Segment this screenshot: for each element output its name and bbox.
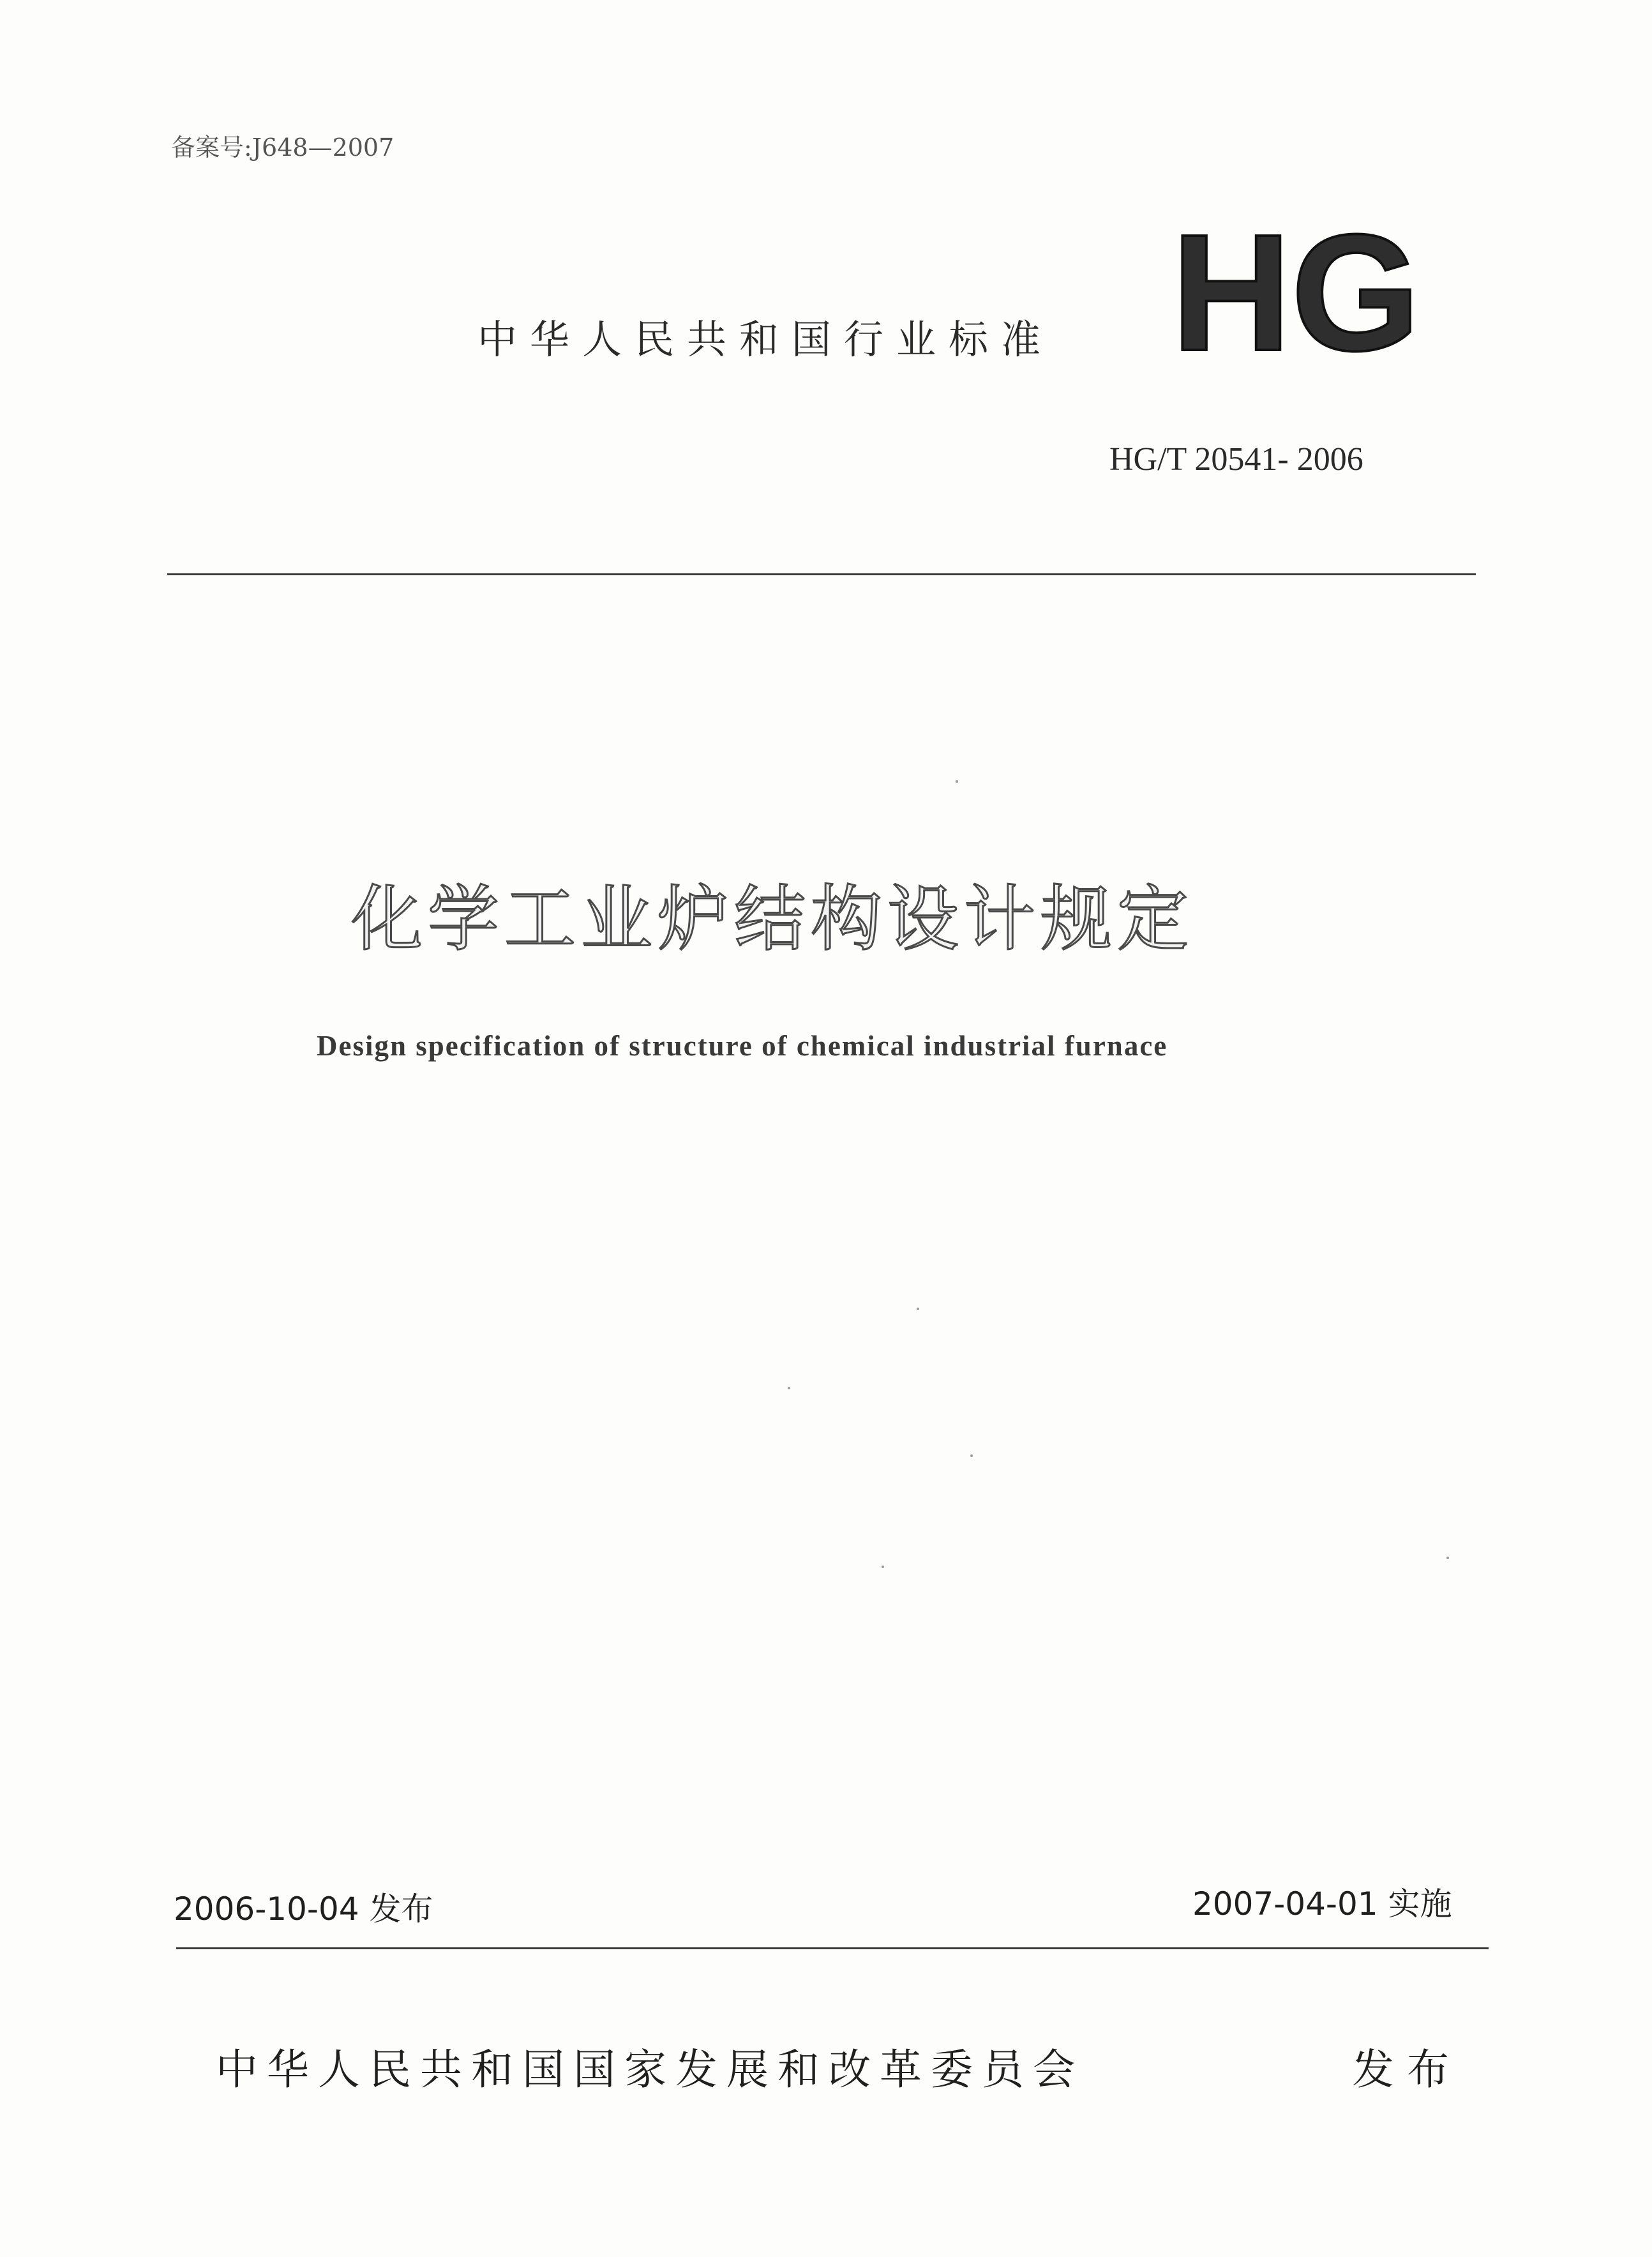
scan-speck bbox=[882, 1566, 884, 1568]
effective-date: 2007-04-01 实施 bbox=[1192, 1885, 1452, 1922]
publisher-action: 发布 bbox=[1352, 2045, 1462, 2094]
scan-speck bbox=[956, 780, 958, 783]
scan-speck bbox=[788, 1387, 790, 1389]
industry-standard-heading: 中华人民共和国行业标准 bbox=[477, 316, 1054, 363]
hg-logo bbox=[1153, 222, 1439, 364]
bottom-divider bbox=[176, 1947, 1489, 1949]
scan-speck bbox=[917, 1308, 919, 1310]
top-divider bbox=[167, 573, 1476, 575]
scan-speck bbox=[970, 1454, 973, 1457]
hg-logo-text: HG bbox=[1171, 222, 1420, 364]
publisher-name: 中华人民共和国国家发展和改革委员会 bbox=[216, 2045, 1084, 2094]
standard-code: HG/T 20541- 2006 bbox=[1109, 441, 1363, 478]
document-title-english: Design specification of structure of chemical industrial furnace bbox=[317, 1030, 1168, 1062]
issue-date: 2006-10-04 发布 bbox=[174, 1891, 433, 1928]
document-title-chinese: 化学工业炉结构设计规定 bbox=[351, 878, 1194, 961]
scan-speck bbox=[1446, 1557, 1449, 1559]
record-number: 备案号:J648—2007 bbox=[171, 133, 394, 162]
